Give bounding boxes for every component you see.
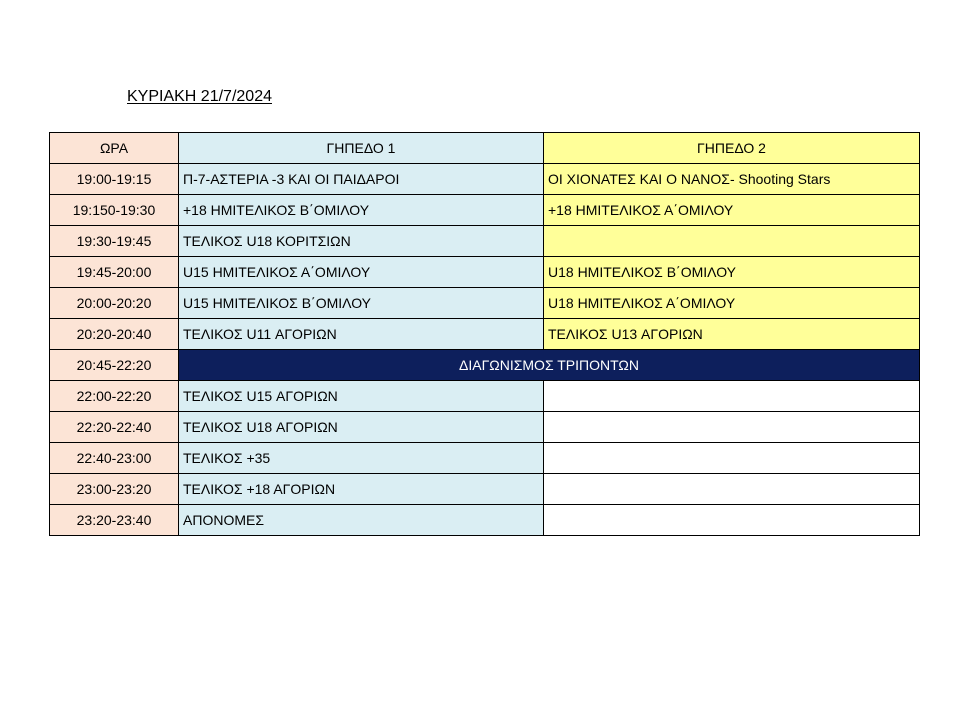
time-cell: 22:20-22:40	[50, 412, 179, 443]
court-2-cell	[544, 474, 920, 505]
time-cell: 22:00-22:20	[50, 381, 179, 412]
header-court-2: ΓΗΠΕΔΟ 2	[544, 133, 920, 164]
three-point-contest-banner: ΔΙΑΓΩΝΙΣΜΟΣ ΤΡΙΠΟΝΤΩΝ	[179, 350, 920, 381]
table-row	[50, 226, 920, 257]
header-time: ΩΡΑ	[50, 133, 179, 164]
court-1-cell: ΤΕΛΙΚΟΣ U11 ΑΓΟΡΙΩΝ	[179, 319, 544, 350]
court-2-cell	[544, 381, 920, 412]
court-2-cell	[544, 443, 920, 474]
time-cell: 23:20-23:40	[50, 505, 179, 536]
time-cell: 19:00-19:15	[50, 164, 179, 195]
court-2-cell	[544, 505, 920, 536]
page-title: ΚΥΡΙΑΚΗ 21/7/2024	[127, 88, 272, 105]
court-1-cell: ΤΕΛΙΚΟΣ U18 ΚΟΡΙΤΣΙΩΝ	[179, 226, 544, 257]
time-cell: 19:150-19:30	[50, 195, 179, 226]
time-cell: 22:40-23:00	[50, 443, 179, 474]
court-1-cell: ΤΕΛΙΚΟΣ U15 ΑΓΟΡΙΩΝ	[179, 381, 544, 412]
court-1-cell: Π-7-ΑΣΤΕΡΙΑ -3 ΚΑΙ ΟΙ ΠΑΙΔΑΡΟΙ	[179, 164, 544, 195]
time-cell: 20:00-20:20	[50, 288, 179, 319]
table-row	[50, 288, 920, 319]
table-row	[50, 164, 920, 195]
table-row	[50, 381, 920, 412]
court-2-cell: U18 ΗΜΙΤΕΛΙΚΟΣ Α΄ΟΜΙΛΟΥ	[544, 288, 920, 319]
court-1-cell: ΑΠΟΝΟΜΕΣ	[179, 505, 544, 536]
time-cell: 20:45-22:20	[50, 350, 179, 381]
header-row	[50, 133, 920, 164]
court-1-cell: ΤΕΛΙΚΟΣ U18 ΑΓΟΡΙΩΝ	[179, 412, 544, 443]
court-2-cell: ΟΙ ΧΙΟΝΑΤΕΣ ΚΑΙ Ο ΝΑΝΟΣ- Shooting Stars	[544, 164, 920, 195]
court-2-cell	[544, 226, 920, 257]
schedule-table	[49, 132, 920, 536]
table-row	[50, 319, 920, 350]
court-1-cell: U15 ΗΜΙΤΕΛΙΚΟΣ Β΄ΟΜΙΛΟΥ	[179, 288, 544, 319]
court-1-cell: ΤΕΛΙΚΟΣ +35	[179, 443, 544, 474]
court-2-cell: U18 ΗΜΙΤΕΛΙΚΟΣ Β΄ΟΜΙΛΟΥ	[544, 257, 920, 288]
court-1-cell: +18 ΗΜΙΤΕΛΙΚΟΣ Β΄ΟΜΙΛΟΥ	[179, 195, 544, 226]
table-row	[50, 505, 920, 536]
time-cell: 19:45-20:00	[50, 257, 179, 288]
table-row	[50, 474, 920, 505]
time-cell: 19:30-19:45	[50, 226, 179, 257]
court-1-cell: ΤΕΛΙΚΟΣ +18 ΑΓΟΡΙΩΝ	[179, 474, 544, 505]
court-2-cell: +18 ΗΜΙΤΕΛΙΚΟΣ Α΄ΟΜΙΛΟΥ	[544, 195, 920, 226]
time-cell: 20:20-20:40	[50, 319, 179, 350]
court-2-cell	[544, 412, 920, 443]
table-row	[50, 350, 920, 381]
table-row	[50, 443, 920, 474]
time-cell: 23:00-23:20	[50, 474, 179, 505]
court-1-cell: U15 ΗΜΙΤΕΛΙΚΟΣ Α΄ΟΜΙΛΟΥ	[179, 257, 544, 288]
header-court-1: ΓΗΠΕΔΟ 1	[179, 133, 544, 164]
court-2-cell: ΤΕΛΙΚΟΣ U13 ΑΓΟΡΙΩΝ	[544, 319, 920, 350]
table-row	[50, 412, 920, 443]
table-row	[50, 195, 920, 226]
table-row	[50, 257, 920, 288]
